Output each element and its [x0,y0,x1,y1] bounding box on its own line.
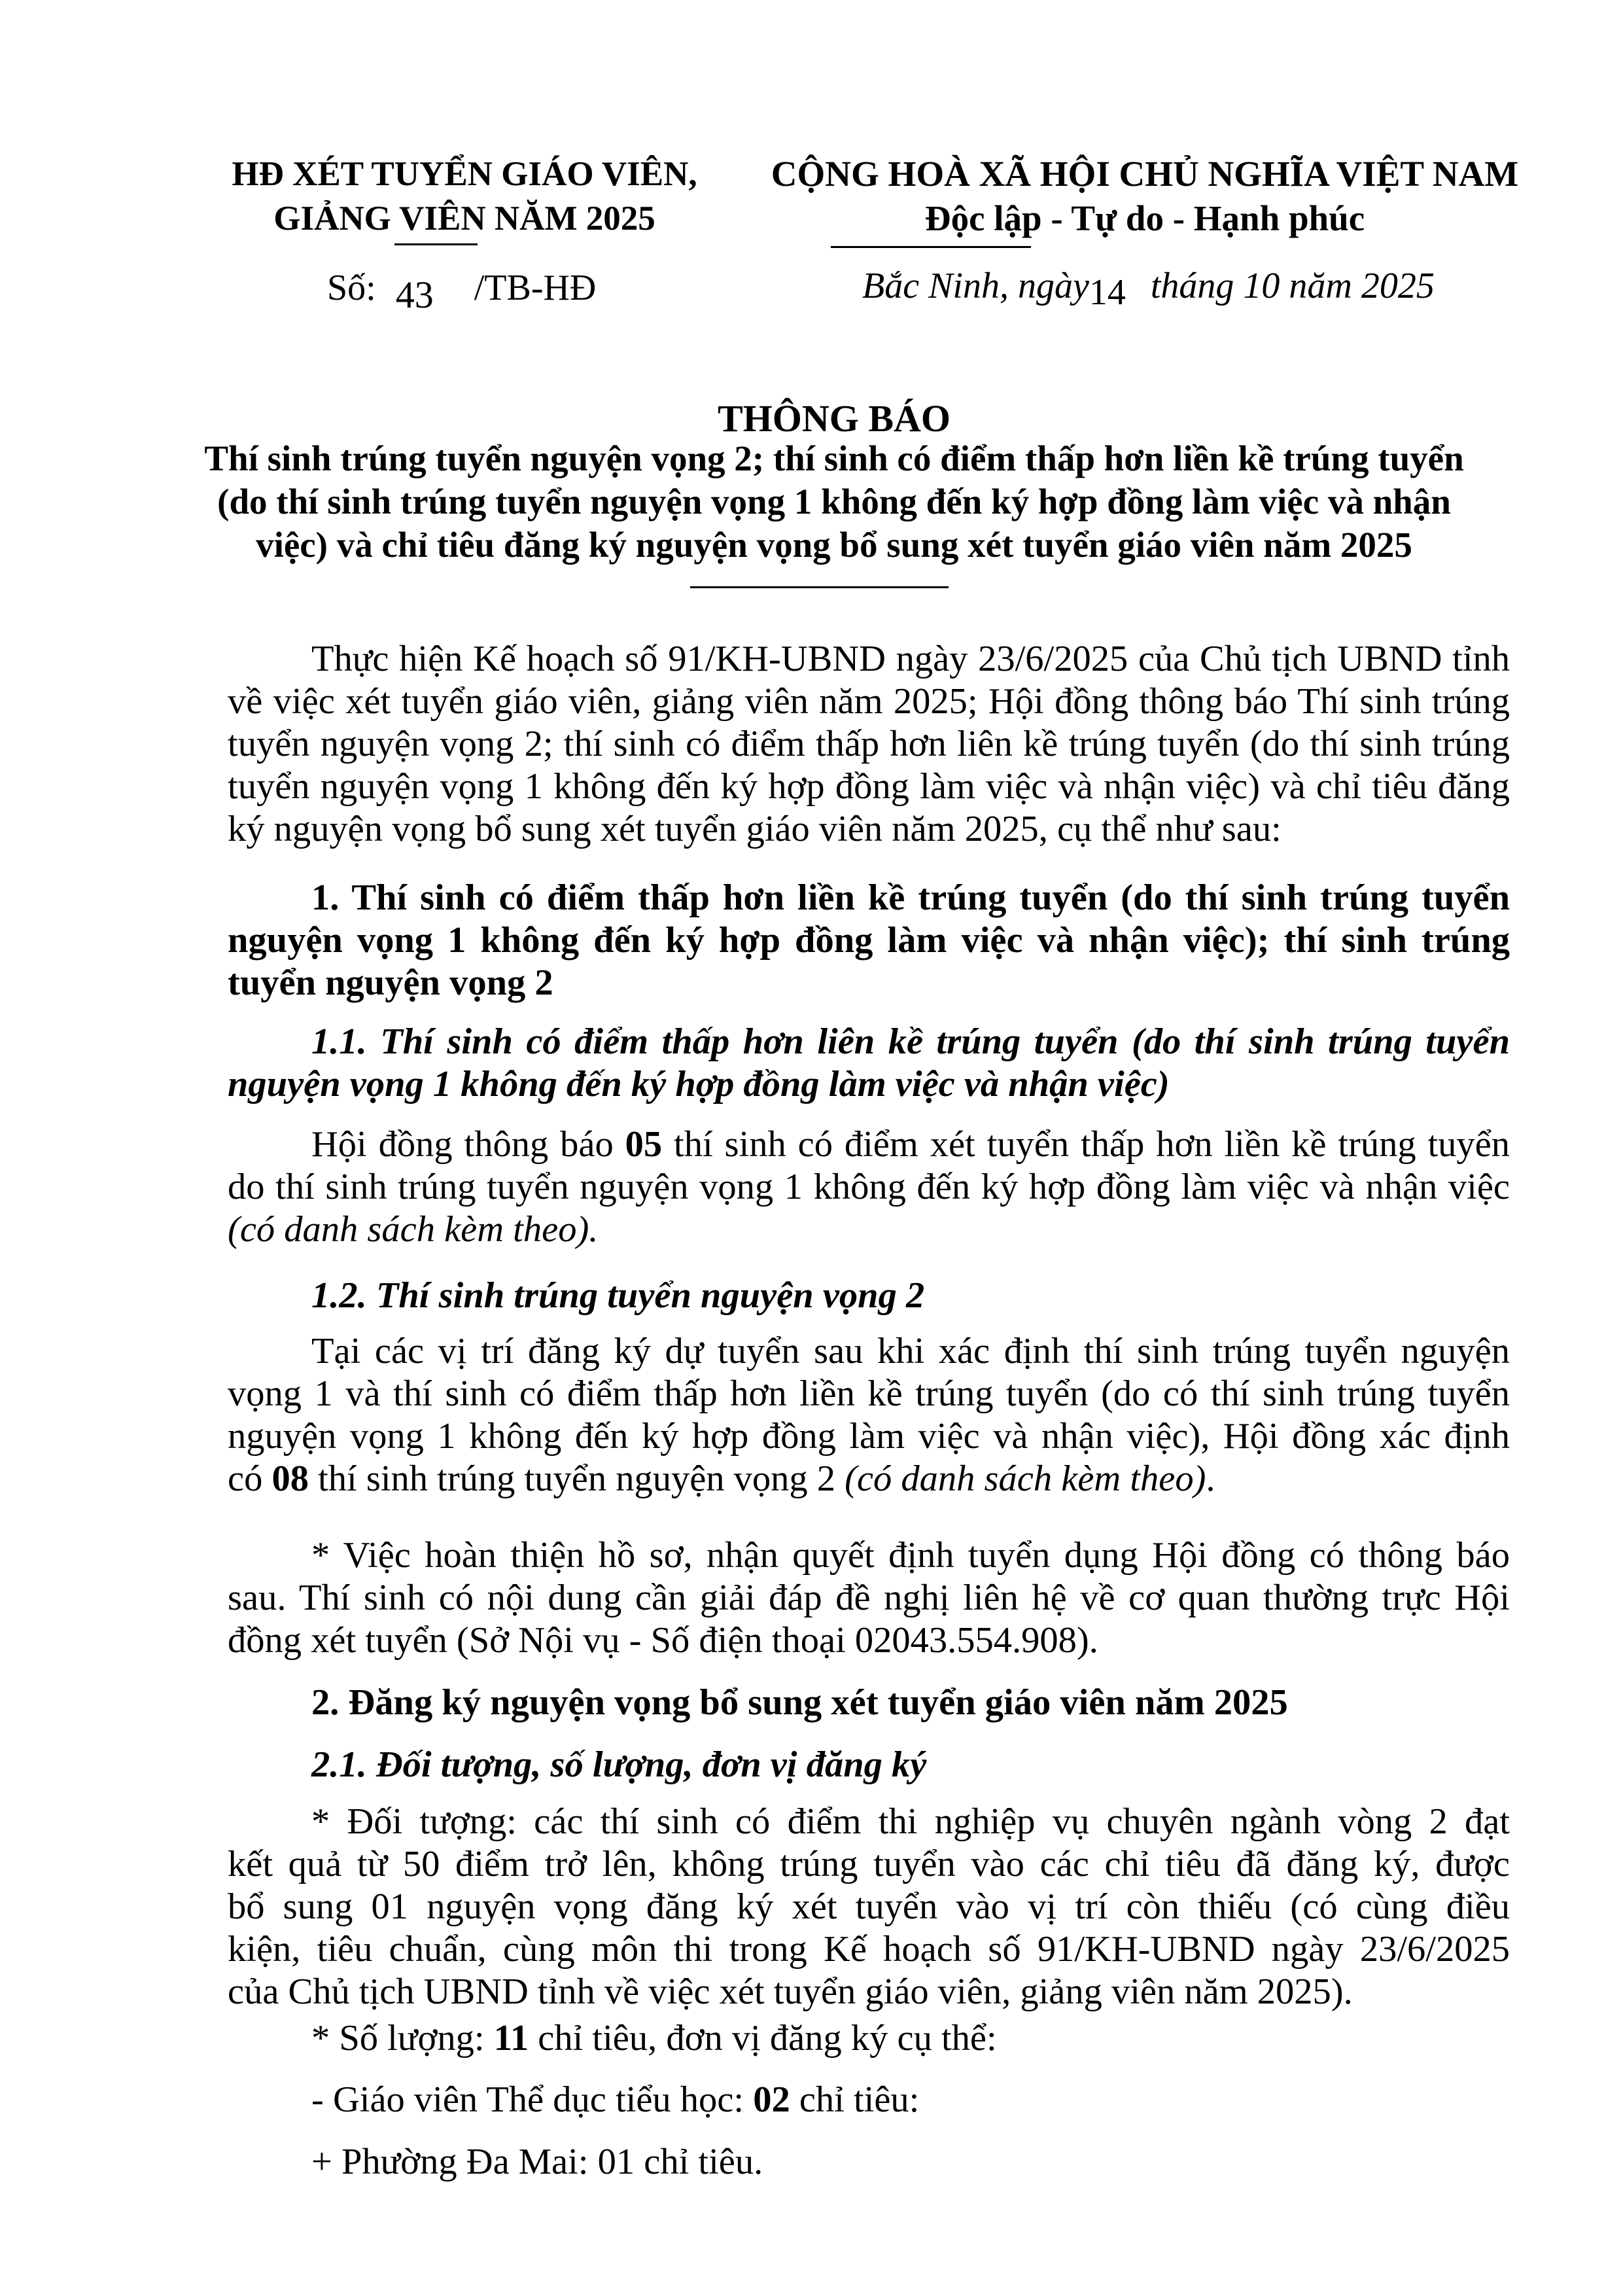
text-run: Hội đồng thông báo [311,1124,625,1165]
text-run: thí sinh có điểm xét tuyển thấp hơn liền kề trúng tuyển [662,1124,1510,1165]
national-motto [759,152,1531,241]
issue-date [862,265,1435,313]
motto-underline [831,246,1031,248]
quota-subitem-da-mai [228,2141,1510,2183]
text-line [228,2079,1510,2121]
target-candidates-paragraph [228,1801,1510,2013]
heading-line: nguyện vọng 1 không đến ký hợp đồng làm việc và nhận việc) [228,1064,1170,1104]
so-label: Số: [327,268,376,308]
subtitle-line: việc) và chỉ tiêu đăng ký nguyện vọng bổ sung xét tuyển giáo viên năm 2025 [256,525,1412,565]
text-run: (có danh sách kèm theo) [845,1458,1206,1499]
subtitle-line: (do thí sinh trúng tuyển nguyện vọng 1 không đến ký hợp đồng làm việc và nhận [217,482,1451,521]
text-line: tuyển nguyện vọng 2; thí sinh có điểm thấp hơn liên kề trúng tuyển (do thí sinh trúng [228,724,1510,764]
quota-line [228,2017,1510,2060]
text-line: bổ sung 01 nguyện vọng đăng ký xét tuyển vào vị trí còn thiếu (có cùng điều [228,1886,1510,1927]
date-prefix: Bắc Ninh, ngày [862,266,1089,306]
org-line-1: HĐ XÉT TUYỂN GIÁO VIÊN, [232,155,697,193]
text-run: - Giáo viên Thể dục tiểu học: [311,2079,754,2120]
text-run: . [1206,1458,1215,1499]
text-run: chỉ tiêu, đơn vị đăng ký cụ thể: [529,2018,997,2058]
text-line: kết quả từ 50 điểm trở lên, không trúng tuyển vào các chỉ tiêu đã đăng ký, được [228,1844,1510,1884]
text-line [228,2017,1510,2060]
heading-line: 2. Đăng ký nguyện vọng bổ sung xét tuyển giáo viên năm 2025 [311,1682,1288,1723]
text-run: * Số lượng: [311,2018,494,2058]
section-1-1-paragraph [228,1123,1510,1251]
text-line: tuyển nguyện vọng 1 không đến ký hợp đồng làm việc và nhận việc) và chỉ tiêu đăng [228,766,1510,807]
text-line: + Phường Đa Mai: 01 chỉ tiêu. [311,2142,763,2182]
text-line: nguyện vọng 1 không đến ký hợp đồng làm việc và nhận việc), Hội đồng xác định [228,1416,1510,1457]
heading-line: 2.1. Đối tượng, số lượng, đơn vị đăng ký [311,1744,927,1785]
text-line: * Việc hoàn thiện hồ sơ, nhận quyết định tuyển dụng Hội đồng có thông báo [311,1535,1510,1576]
candidate-count: 08 [271,1458,309,1499]
text-line: vọng 1 và thí sinh có điểm thấp hơn liền kề trúng tuyển (do có thí sinh trúng tuyển [228,1373,1510,1414]
text-line: sau. Thí sinh có nội dung cần giải đáp đề nghị liên hệ về cơ quan thường trực Hội [228,1578,1510,1618]
candidate-count: 05 [625,1124,663,1165]
text-line: kiện, tiêu chuẩn, cùng môn thi trong Kế hoạch số 91/KH-UBND ngày 23/6/2025 [228,1929,1510,1969]
motto: Độc lập - Tự do - Hạnh phúc [924,198,1365,238]
date-rest: tháng 10 năm 2025 [1150,266,1435,306]
document-title: THÔNG BÁO [717,397,951,440]
org-underline [394,243,478,245]
text-line: (có danh sách kèm theo). [228,1209,599,1250]
quota-item-pe-teacher [228,2079,1510,2121]
text-run: có [228,1458,272,1499]
heading-line: tuyển nguyện vọng 2 [228,963,553,1003]
text-line: * Đối tượng: các thí sinh có điểm thi nghiệp vụ chuyên ngành vòng 2 đạt [311,1801,1510,1842]
intro-paragraph [228,638,1510,851]
text-line: đồng xét tuyển (Sở Nội vụ - Số điện thoại 02043.554.908). [228,1620,1098,1661]
section-2-1-heading [228,1744,1510,1786]
date-day: 14 [1089,272,1126,313]
title-underline [690,586,949,588]
section-1-1-heading [228,1021,1510,1106]
note-paragraph [228,1534,1510,1662]
heading-line: 1.1. Thí sinh có điểm thấp hơn liên kề trúng tuyển (do thí sinh trúng tuyển [311,1021,1510,1062]
text-line: Thực hiện Kế hoạch số 91/KH-UBND ngày 23/6/2025 của Chủ tịch UBND tỉnh [311,639,1510,679]
section-1-2-heading [228,1275,1510,1317]
section-1-heading [228,877,1510,1004]
text-run: thí sinh trúng tuyển nguyện vọng 2 [308,1458,845,1499]
text-line: về việc xét tuyển giáo viên, giảng viên năm 2025; Hội đồng thông báo Thí sinh trúng [228,681,1510,722]
text-line: của Chủ tịch UBND tỉnh về việc xét tuyển giáo viên, giảng viên năm 2025). [228,1971,1353,2012]
section-2-heading [228,1682,1510,1724]
org-line-2: GIẢNG VIÊN NĂM 2025 [273,200,655,238]
text-run: chỉ tiêu: [790,2079,920,2120]
document-subtitle [196,437,1472,567]
section-1-2-paragraph [228,1330,1510,1500]
issuing-organization [216,152,713,241]
so-suffix: /TB-HĐ [474,268,597,308]
nation-name: CỘNG HOÀ XÃ HỘI CHỦ NGHĨA VIỆT NAM [771,154,1519,194]
heading-line: 1.2. Thí sinh trúng tuyển nguyện vọng 2 [311,1275,925,1316]
text-line [228,1123,1510,1166]
quota-count: 11 [493,2018,529,2058]
text-line [228,1458,1510,1500]
text-line: ký nguyện vọng bổ sung xét tuyển giáo viên năm 2025, cụ thể như sau: [228,809,1282,849]
text-line: Tại các vị trí đăng ký dự tuyển sau khi xác định thí sinh trúng tuyển nguyện [311,1331,1510,1371]
so-number: 43 [395,274,434,316]
heading-line: 1. Thí sinh có điểm thấp hơn liền kề trúng tuyển (do thí sinh trúng tuyển [311,877,1510,918]
text-line: do thí sinh trúng tuyển nguyện vọng 1 không đến ký hợp đồng làm việc và nhận việc [228,1167,1510,1207]
quota-count: 02 [753,2079,790,2120]
heading-line: nguyện vọng 1 không đến ký hợp đồng làm việc và nhận việc); thí sinh trúng [228,920,1510,961]
document-number [327,265,597,316]
subtitle-line: Thí sinh trúng tuyển nguyện vọng 2; thí sinh có điểm thấp hơn liền kề trúng tuyển [204,438,1464,478]
